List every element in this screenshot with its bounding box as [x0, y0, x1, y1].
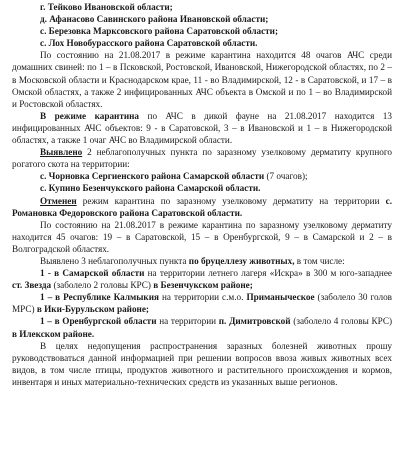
dermatitis-list — [12, 170, 392, 194]
list-item-note: (7 очагов); — [264, 171, 308, 182]
emphasis-text: 1 – в Республике Калмыкия — [40, 292, 159, 303]
list-item — [40, 170, 392, 182]
emphasis-text: ст. Звезда — [12, 280, 52, 291]
emphasis-text: в Илекском районе. — [12, 328, 95, 339]
list-item-text: с. Чорновка Сергиенского района Самарской области — [40, 171, 265, 182]
paragraph-text: (заболело 30 голов МРС) — [12, 292, 392, 315]
brucellosis-item — [12, 291, 392, 315]
emphasis-text: в Безенчукском районе; — [153, 280, 253, 291]
emphasis-text: В режиме карантина — [40, 110, 140, 121]
paragraph-asf-domestic: По состоянию на 21.08.2017 в режиме карантина находится 48 очагов АЧС среди домашних свиней: по 1 – в Псковской, Ростовской, Ивановской, Нижегородской областях, по 2 – в Московской области и Краснодарском крае, 11 - во Владимирской, 12 - в Саратовской, и 17 – в Омской областях, а также 2 инфицированных АЧС объекта в Омской и по 1 – во Владимирской и Ростовской областях. — [12, 50, 392, 109]
paragraph-dermatitis-detected — [12, 146, 392, 170]
paragraph-text: на территории с.м.о. — [158, 292, 247, 303]
list-item-text: г. Тейково Ивановской области; — [40, 2, 173, 12]
quarantine-list-top — [12, 1, 392, 49]
list-item — [40, 182, 392, 194]
paragraph-text: (заболело 2 головы КРС) — [51, 280, 154, 291]
paragraph-brucellosis — [12, 255, 392, 267]
emphasis-text: в Ики-Бурульском районе; — [36, 304, 149, 315]
list-item-text: с. Березовка Марксовского района Саратовской области; — [40, 26, 279, 37]
paragraph-conclusion: В целях недопущения распространения заразных болезней животных прошу руководствоваться данной информацией при решении вопросов ввоза живых животных всех видов, в том числе птицы, продуктов животного и растительного происхождения и кормов, инвентаря и иных материально-технических средств из указанных выше регионов. — [12, 340, 392, 387]
paragraph-text: 2 неблагополучных пункта по заразному узелковому дерматиту крупного рогатого скота на территории: — [12, 147, 392, 170]
paragraph-text: Выявлено 3 неблагополучных пункта — [40, 255, 189, 266]
paragraph-dermatitis-status: По состоянию на 21.08.2017 в режиме карантина по заразному узелковому дерматиту находится 45 очагов: 19 – в Саратовской, 15 – в Оренбургской, 9 – в Самарской и 2 – в Волгоградской областях. — [12, 219, 392, 254]
paragraph-text: в том числе: — [294, 255, 345, 266]
emphasis-text: Отменен — [40, 195, 77, 206]
list-item — [40, 37, 392, 49]
emphasis-text: по бруцеллезу животных, — [188, 255, 295, 266]
emphasis-text: 1 - в Самарской области — [40, 268, 145, 279]
brucellosis-item — [12, 267, 392, 291]
paragraph-text: на территории — [156, 316, 219, 327]
emphasis-text: Приманыческое — [246, 292, 315, 303]
paragraph-asf-wild — [12, 110, 392, 146]
emphasis-text: п. Димитровской — [218, 316, 291, 327]
list-item — [40, 1, 392, 13]
emphasis-text: Выявлено — [40, 147, 83, 158]
list-item-text: с. Лох Новобурасского района Саратовской области. — [40, 38, 258, 49]
paragraph-text: (заболело 4 головы КРС) — [290, 316, 393, 327]
list-item-text: д. Афанасово Савинского района Ивановской области; — [40, 14, 269, 25]
emphasis-text: 1 – в Оренбургской области — [40, 316, 157, 327]
paragraph-quarantine-cancelled — [12, 195, 392, 219]
brucellosis-item — [12, 315, 392, 339]
paragraph-text: по АЧС в дикой фауне на 21.08.2017 находится 13 инфицированных АЧС объектов: 9 - в Саратовской, 3 – в Ивановской и 1 – в Нижегородской областях, а также 1 очаг АЧС во Владимирской области. — [12, 110, 392, 146]
paragraph-text: на территории летнего лагеря «Искра» в 300 м юго-западнее — [144, 268, 392, 279]
list-item — [40, 13, 392, 25]
list-item — [40, 25, 392, 37]
list-item-text: с. Купино Безенчукского района Самарской области. — [40, 183, 261, 194]
paragraph-text: режим карантина по заразному узелковому дерматиту на территории — [76, 195, 386, 206]
emphasis-text: с. Романовка Федоровского района Саратовской области. — [12, 195, 392, 218]
